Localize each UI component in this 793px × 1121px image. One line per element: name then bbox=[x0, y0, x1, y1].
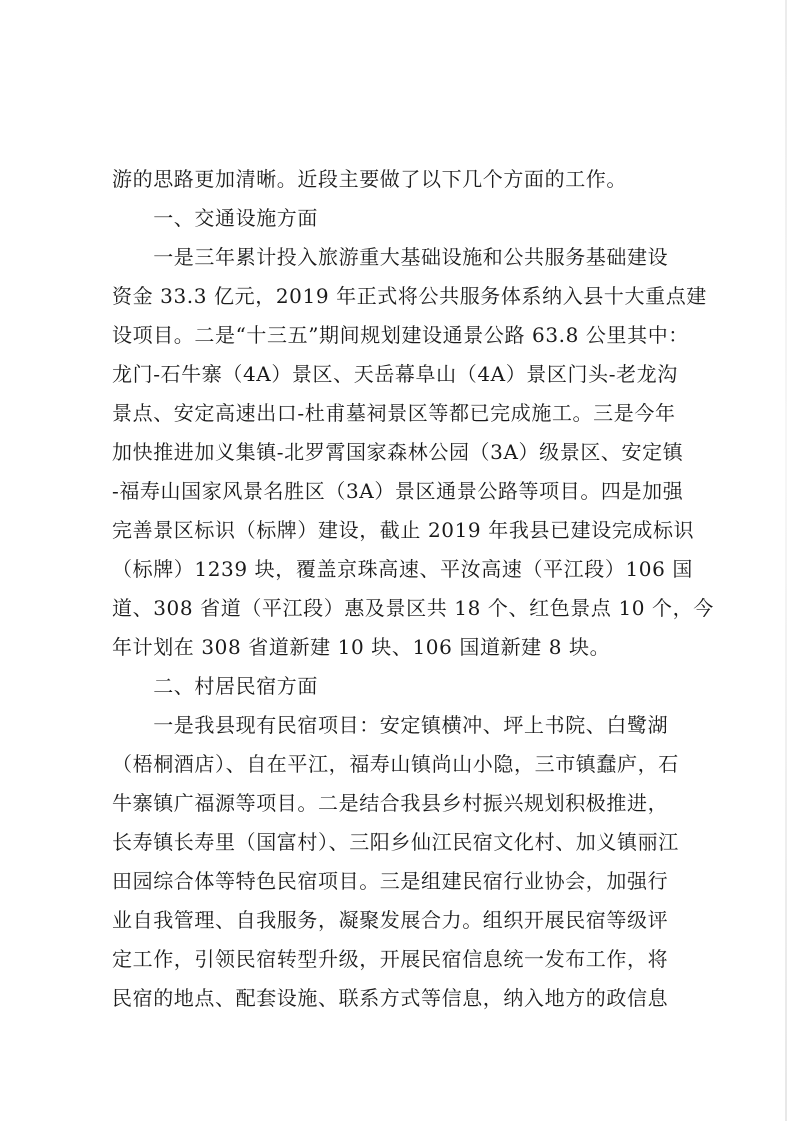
section-heading-homestay: 二、村居民宿方面 bbox=[112, 674, 318, 698]
text-line: 田园综合体等特色民宿项目。三是组建民宿行业协会，加强行 bbox=[112, 869, 669, 893]
text-line: 资金 33.3 亿元，2019 年正式将公共服务体系纳入县十大重点建 bbox=[112, 284, 707, 308]
text-line: 一是我县现有民宿项目：安定镇横冲、坪上书院、白鹭湖 bbox=[112, 713, 669, 737]
scan-edge-shadow bbox=[785, 0, 787, 1121]
text-line: 定工作，引领民宿转型升级，开展民宿信息统一发布工作，将 bbox=[112, 947, 669, 971]
section-heading-transport: 一、交通设施方面 bbox=[112, 206, 318, 230]
text-line: （梧桐酒店）、自在平江，福寿山镇尚山小隐，三市镇蠢庐，石 bbox=[112, 752, 679, 776]
text-line: 年计划在 308 省道新建 10 块、106 国道新建 8 块。 bbox=[112, 635, 611, 659]
text-line: 长寿镇长寿里（国富村）、三阳乡仙江民宿文化村、加义镇丽江 bbox=[112, 830, 679, 854]
text-line: （标牌）1239 块，覆盖京珠高速、平汝高速（平江段）106 国 bbox=[112, 557, 693, 581]
text-line: 龙门-石牛寨（4A）景区、天岳幕阜山（4A）景区门头-老龙沟 bbox=[112, 362, 678, 386]
text-line: 游的思路更加清晰。近段主要做了以下几个方面的工作。 bbox=[112, 167, 627, 191]
text-line: 景点、安定高速出口-杜甫墓祠景区等都已完成施工。三是今年 bbox=[112, 401, 676, 425]
text-line: 业自我管理、自我服务，凝聚发展合力。组织开展民宿等级评 bbox=[112, 908, 669, 932]
text-line: -福寿山国家风景名胜区（3A）景区通景公路等项目。四是加强 bbox=[112, 479, 684, 503]
text-line: 道、308 省道（平江段）惠及景区共 18 个、红色景点 10 个，今 bbox=[112, 596, 714, 620]
text-line: 一是三年累计投入旅游重大基础设施和公共服务基础建设 bbox=[112, 245, 669, 269]
text-line: 设项目。二是“十三五”期间规划建设通景公路 63.8 公里其中： bbox=[112, 323, 689, 347]
text-line: 完善景区标识（标牌）建设，截止 2019 年我县已建设完成标识 bbox=[112, 518, 695, 542]
text-line: 加快推进加义集镇-北罗霄国家森林公园（3A）级景区、安定镇 bbox=[112, 440, 684, 464]
text-line: 牛寨镇广福源等项目。二是结合我县乡村振兴规划积极推进， bbox=[112, 791, 669, 815]
text-line: 民宿的地点、配套设施、联系方式等信息，纳入地方的政信息 bbox=[112, 986, 669, 1010]
